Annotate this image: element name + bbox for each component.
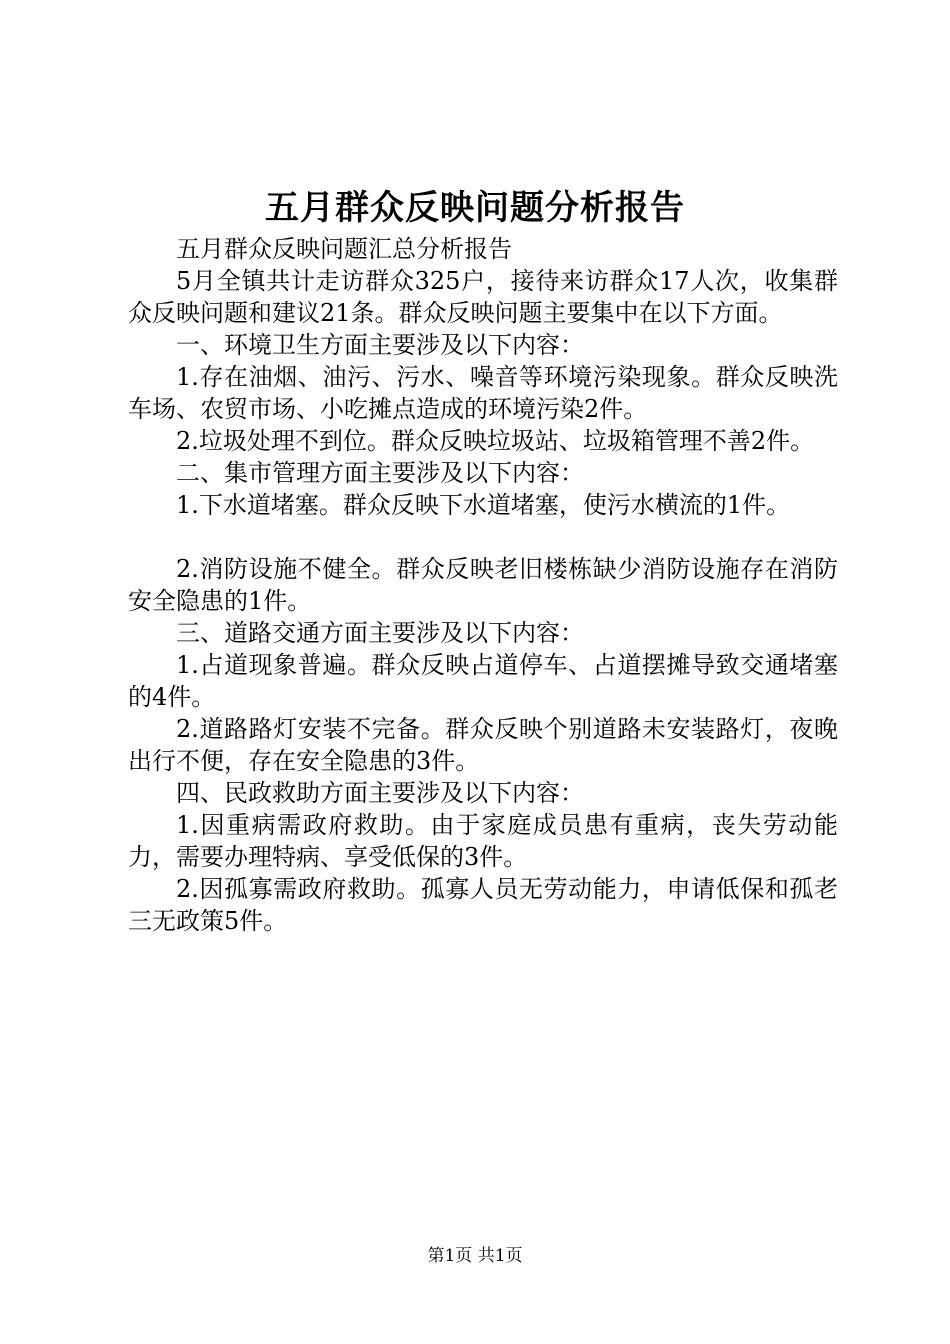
document-body bbox=[128, 233, 838, 937]
document-title: 五月群众反映问题分析报告 bbox=[265, 188, 685, 228]
paragraph-item: 1.下水道堵塞。群众反映下水道堵塞，使污水横流的1件。 bbox=[176, 491, 791, 519]
page-footer: 第1页 共1页 bbox=[427, 1246, 523, 1266]
paragraph-item: 2.道路路灯安装不完备。群众反映个别道路未安装路灯，夜晚出行不便，存在安全隐患的3件。 bbox=[128, 715, 838, 775]
paragraph-summary: 5月全镇共计走访群众325户，接待来访群众17人次，收集群众反映问题和建议21条。群众反映问题主要集中在以下方面。 bbox=[128, 267, 838, 327]
paragraph-subtitle: 五月群众反映问题汇总分析报告 bbox=[176, 235, 512, 263]
paragraph-item: 2.消防设施不健全。群众反映老旧楼栋缺少消防设施存在消防安全隐患的1件。 bbox=[128, 555, 838, 615]
section-heading-civil-aid: 四、民政救助方面主要涉及以下内容： bbox=[176, 779, 584, 807]
section-heading-environment: 一、环境卫生方面主要涉及以下内容： bbox=[176, 331, 584, 359]
paragraph-item: 1.存在油烟、油污、污水、噪音等环境污染现象。群众反映洗车场、农贸市场、小吃摊点造成的环境污染2件。 bbox=[128, 363, 838, 423]
section-heading-traffic: 三、道路交通方面主要涉及以下内容： bbox=[176, 619, 584, 647]
paragraph-item: 1.占道现象普遍。群众反映占道停车、占道摆摊导致交通堵塞的4件。 bbox=[128, 651, 838, 711]
section-heading-market: 二、集市管理方面主要涉及以下内容： bbox=[176, 459, 584, 487]
paragraph-item: 1.因重病需政府救助。由于家庭成员患有重病，丧失劳动能力，需要办理特病、享受低保的3件。 bbox=[128, 811, 838, 871]
paragraph-item: 2.因孤寡需政府救助。孤寡人员无劳动能力，申请低保和孤老三无政策5件。 bbox=[128, 875, 838, 935]
paragraph-item: 2.垃圾处理不到位。群众反映垃圾站、垃圾箱管理不善2件。 bbox=[176, 427, 815, 455]
